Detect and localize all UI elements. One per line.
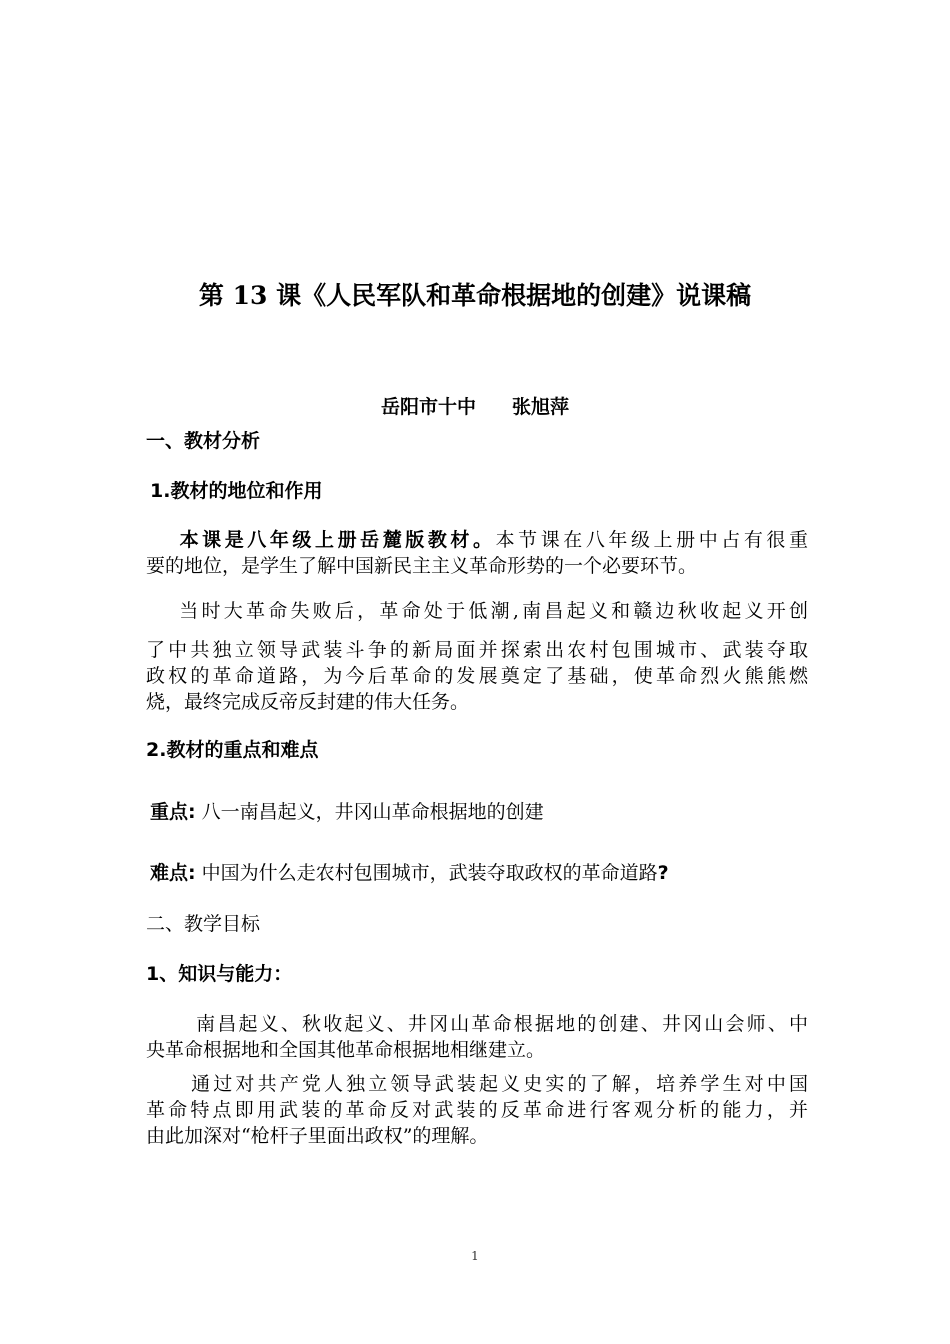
paragraph-line <box>146 527 808 553</box>
key-point-line <box>150 798 544 826</box>
difficulty-text: 中国为什么走农村包围城市，武装夺取政权的革命道路 <box>195 862 658 884</box>
paragraph-text: 本节课在八年级上册中占有很重 <box>495 529 808 551</box>
section-heading-textbook-analysis: 一、教材分析 <box>146 430 261 452</box>
author-name: 张旭萍 <box>512 396 570 418</box>
paragraph-background-cont <box>146 637 808 715</box>
paragraph-text: 通过对共产党人独立领导武装起义史实的了解，培养学生对中国 <box>188 1073 808 1095</box>
paragraph-line <box>146 1011 808 1037</box>
section-heading-teaching-goals <box>146 910 260 938</box>
paragraph-line <box>146 1071 808 1097</box>
section-heading-text: 二、教学目标 <box>146 913 261 935</box>
paragraph-text: 当时大革命失败后，革命处于低潮,南昌起义和赣边秋收起义开创 <box>176 600 808 622</box>
author-line <box>0 393 950 421</box>
key-point-text: 八一南昌起义，井冈山革命根据地的创建 <box>195 801 544 823</box>
subheading-key-points: 2.教材的重点和难点 <box>146 739 319 761</box>
subheading-status-and-role: 1.教材的地位和作用 <box>150 480 323 502</box>
paragraph-background <box>146 598 808 624</box>
difficulty-line <box>150 859 669 887</box>
paragraph-text: 南昌起义、秋收起义、井冈山革命根据地的创建、井冈山会师、中 <box>194 1013 808 1035</box>
paragraph-line <box>146 598 808 624</box>
paragraph-line: 了中共独立领导武装斗争的新局面并探索出农村包围城市、武装夺取 <box>146 639 808 661</box>
document-title: 第 13 课《人民军队和革命根据地的创建》说课稿 <box>198 281 752 310</box>
paragraph-line: 政权的革命道路，为今后革命的发展奠定了基础，使革命烈火熊熊燃 <box>146 665 808 687</box>
key-point-label: 重点: <box>150 801 196 823</box>
paragraph-line: 央革命根据地和全国其他革命根据地相继建立。 <box>146 1039 546 1061</box>
difficulty-question-mark: ? <box>657 862 669 884</box>
difficulty-label: 难点: <box>150 862 196 884</box>
paragraph-lead-bold: 本课是八年级上册岳麓版教材。 <box>176 529 496 551</box>
paragraph-knowledge <box>146 1011 808 1063</box>
paragraph-line: 由此加深对“枪杆子里面出政权”的理解。 <box>146 1125 489 1147</box>
paragraph-ability <box>146 1071 808 1149</box>
paragraph-line: 革命特点即用武装的革命反对武装的反革命进行客观分析的能力，并 <box>146 1099 808 1121</box>
subheading-knowledge-ability: 1、知识与能力： <box>146 963 293 985</box>
paragraph-line: 烧，最终完成反帝反封建的伟大任务。 <box>146 691 470 713</box>
paragraph-line: 要的地位，是学生了解中国新民主主义革命形势的一个必要环节。 <box>146 555 698 577</box>
page-number: 1 <box>471 1249 479 1263</box>
author-school: 岳阳市十中 <box>380 396 476 418</box>
paragraph-status <box>146 527 808 579</box>
